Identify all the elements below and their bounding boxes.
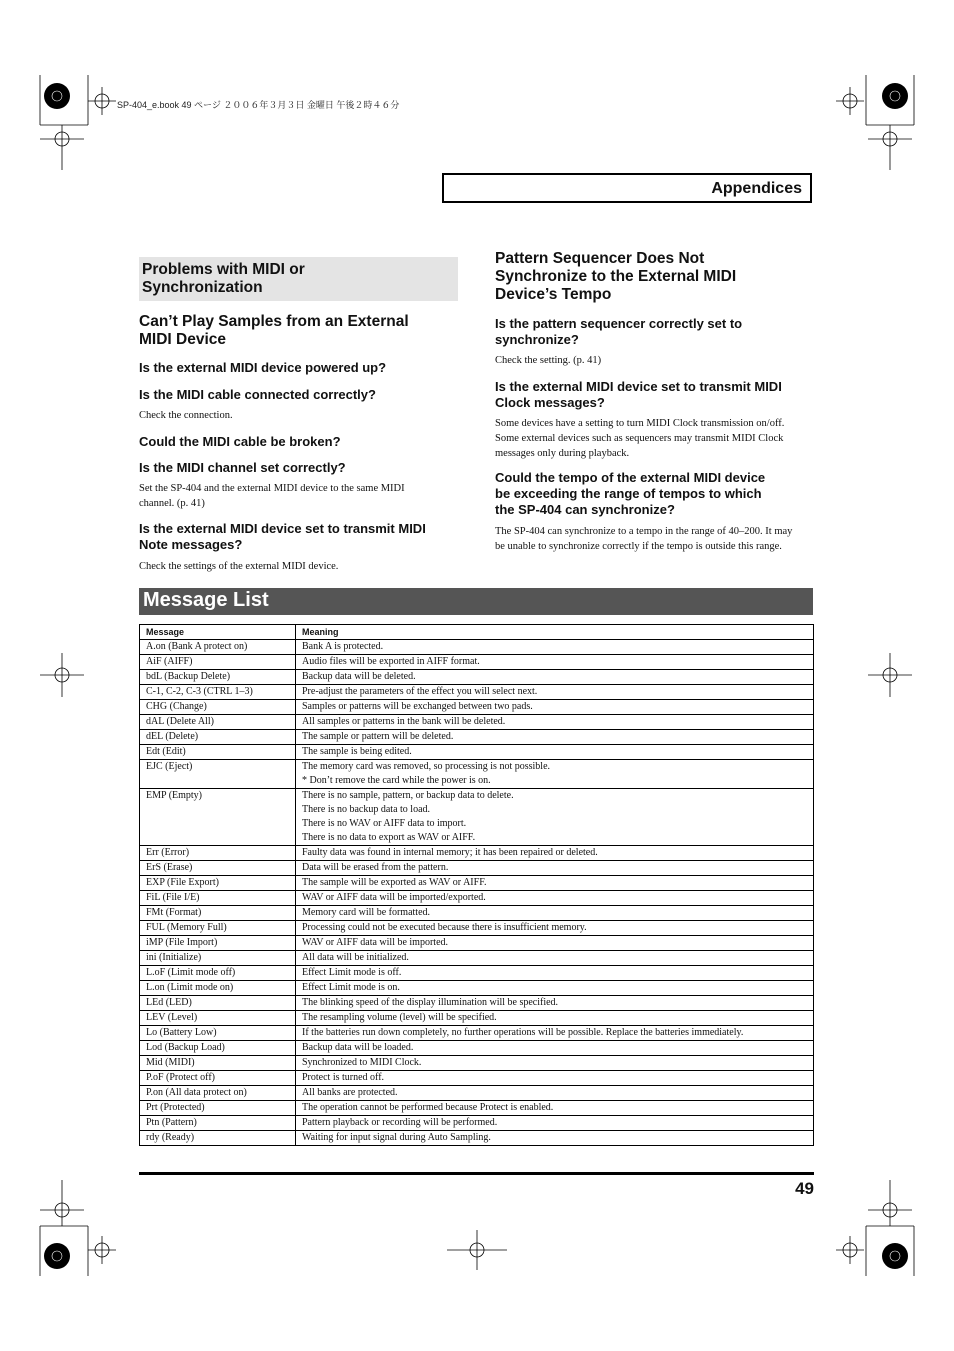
message-cell: LEd (LED) xyxy=(140,996,296,1011)
meaning-cell: Pre-adjust the parameters of the effect you will select next. xyxy=(296,685,814,700)
table-row xyxy=(140,936,814,951)
meaning-cell: All data will be initialized. xyxy=(296,951,814,966)
meaning-cell: Protect is turned off. xyxy=(296,1071,814,1086)
section-heading-line2: Synchronization xyxy=(142,279,263,296)
meaning-cell: WAV or AIFF data will be imported/exported. xyxy=(296,891,814,906)
message-cell: FMt (Format) xyxy=(140,906,296,921)
table-row xyxy=(140,700,814,715)
question-heading: Is the external MIDI device powered up? xyxy=(139,360,387,375)
column-header-message: Message xyxy=(140,625,296,640)
question-line: Is the external MIDI device set to transmit MIDI xyxy=(495,379,782,394)
table-row xyxy=(140,670,814,685)
meaning-cell: Memory card will be formatted. xyxy=(296,906,814,921)
message-cell: ini (Initialize) xyxy=(140,951,296,966)
table-row xyxy=(140,966,814,981)
message-cell: EMP (Empty) xyxy=(140,789,296,846)
message-table-body xyxy=(140,640,814,1146)
message-cell: bdL (Backup Delete) xyxy=(140,670,296,685)
question-line: Is the pattern sequencer correctly set to xyxy=(495,316,743,331)
answer-text xyxy=(495,416,784,461)
message-cell: Lo (Battery Low) xyxy=(140,1026,296,1041)
table-row xyxy=(140,1056,814,1071)
question-heading: Could the MIDI cable be broken? xyxy=(139,434,341,449)
question-line: Is the external MIDI device set to transmit MIDI xyxy=(139,521,426,536)
answer-line: messages only during playback. xyxy=(495,448,630,459)
message-cell: Ptn (Pattern) xyxy=(140,1116,296,1131)
meaning-cell: The sample will be exported as WAV or AIFF. xyxy=(296,876,814,891)
subsection-heading xyxy=(139,313,409,349)
table-row xyxy=(140,921,814,936)
message-cell: Err (Error) xyxy=(140,846,296,861)
message-cell: P.oF (Protect off) xyxy=(140,1071,296,1086)
message-table xyxy=(139,624,814,1146)
meaning-cell: Waiting for input signal during Auto Sampling. xyxy=(296,1131,814,1146)
message-cell: LEV (Level) xyxy=(140,1011,296,1026)
table-row xyxy=(140,846,814,861)
meaning-cell: WAV or AIFF data will be imported. xyxy=(296,936,814,951)
table-row xyxy=(140,861,814,876)
message-cell: rdy (Ready) xyxy=(140,1131,296,1146)
question-heading: Is the MIDI cable connected correctly? xyxy=(139,387,376,402)
table-row xyxy=(140,730,814,745)
table-row xyxy=(140,1041,814,1056)
table-header-row xyxy=(140,625,814,640)
message-cell: A.on (Bank A protect on) xyxy=(140,640,296,655)
answer-line: be unable to synchronize correctly if the tempo is outside this range. xyxy=(495,541,782,552)
page-number: 49 xyxy=(795,1179,814,1198)
meaning-cell: Effect Limit mode is off. xyxy=(296,966,814,981)
table-row xyxy=(140,876,814,891)
answer-line: channel. (p. 41) xyxy=(139,498,205,509)
question-line: Clock messages? xyxy=(495,395,605,410)
answer-text: Check the connection. xyxy=(139,410,233,421)
meaning-cell: All banks are protected. xyxy=(296,1086,814,1101)
answer-line: The SP-404 can synchronize to a tempo in the range of 40–200. It may xyxy=(495,526,793,537)
meaning-cell: There is no backup data to load. xyxy=(296,803,814,817)
message-cell: dEL (Delete) xyxy=(140,730,296,745)
meaning-cell: Processing could not be executed because there is insufficient memory. xyxy=(296,921,814,936)
meaning-cell: Data will be erased from the pattern. xyxy=(296,861,814,876)
table-row xyxy=(140,655,814,670)
meaning-cell: All samples or patterns in the bank will be deleted. xyxy=(296,715,814,730)
section-label: Appendices xyxy=(711,180,802,197)
meaning-cell: Effect Limit mode is on. xyxy=(296,981,814,996)
answer-line: Set the SP-404 and the external MIDI device to the same MIDI xyxy=(139,483,405,494)
message-cell: FiL (File I/E) xyxy=(140,891,296,906)
answer-text: Check the settings of the external MIDI device. xyxy=(139,561,339,572)
table-row xyxy=(140,951,814,966)
question-heading: Is the MIDI channel set correctly? xyxy=(139,460,346,475)
meaning-cell: Backup data will be loaded. xyxy=(296,1041,814,1056)
message-cell: Edt (Edit) xyxy=(140,745,296,760)
meaning-cell: There is no WAV or AIFF data to import. xyxy=(296,817,814,831)
question-heading xyxy=(495,316,742,348)
right-heading-line: Device’s Tempo xyxy=(495,286,612,303)
meaning-cell: Samples or patterns will be exchanged between two pads. xyxy=(296,700,814,715)
footer-rule xyxy=(139,1172,814,1175)
message-cell: P.on (All data protect on) xyxy=(140,1086,296,1101)
question-line: be exceeding the range of tempos to which xyxy=(495,486,762,501)
question-heading xyxy=(495,379,782,411)
message-cell: Prt (Protected) xyxy=(140,1101,296,1116)
table-row xyxy=(140,685,814,700)
column-header-meaning: Meaning xyxy=(296,625,814,640)
table-row xyxy=(140,1116,814,1131)
print-info: SP-404_e.book 49 ページ ２００６年３月３日 金曜日 午後２時４６分 xyxy=(117,100,400,110)
meaning-cell: Backup data will be deleted. xyxy=(296,670,814,685)
right-heading-line: Pattern Sequencer Does Not xyxy=(495,250,705,267)
right-section-heading xyxy=(495,250,736,304)
question-line: the SP-404 can synchronize? xyxy=(495,502,675,517)
message-list-heading-bar xyxy=(139,588,813,615)
meaning-cell: There is no sample, pattern, or backup data to delete. xyxy=(296,789,814,804)
answer-text: Check the setting. (p. 41) xyxy=(495,355,602,366)
meaning-cell: Faulty data was found in internal memory; it has been repaired or deleted. xyxy=(296,846,814,861)
right-heading-line: Synchronize to the External MIDI xyxy=(495,268,737,285)
meaning-cell: The memory card was removed, so processing is not possible. * Don’t remove the card while the power is on. xyxy=(296,760,814,789)
message-cell: ErS (Erase) xyxy=(140,861,296,876)
table-row xyxy=(140,1026,814,1041)
table-row xyxy=(140,891,814,906)
table-row xyxy=(140,715,814,730)
subsection-heading-line1: Can’t Play Samples from an External xyxy=(139,313,409,330)
table-row xyxy=(140,1011,814,1026)
table-row xyxy=(140,1086,814,1101)
table-row xyxy=(140,745,814,760)
table-row xyxy=(140,1101,814,1116)
table-row xyxy=(140,789,814,804)
meaning-cell: The operation cannot be performed because Protect is enabled. xyxy=(296,1101,814,1116)
meaning-cell: Audio files will be exported in AIFF format. xyxy=(296,655,814,670)
message-cell: FUL (Memory Full) xyxy=(140,921,296,936)
answer-line: Some external devices such as sequencers may transmit MIDI Clock xyxy=(495,433,784,444)
meaning-cell: The sample or pattern will be deleted. xyxy=(296,730,814,745)
table-row xyxy=(140,981,814,996)
message-cell: L.on (Limit mode on) xyxy=(140,981,296,996)
subsection-heading-line2: MIDI Device xyxy=(139,331,227,348)
meaning-cell: Synchronized to MIDI Clock. xyxy=(296,1056,814,1071)
table-row xyxy=(140,1071,814,1086)
table-row xyxy=(140,640,814,655)
section-heading xyxy=(142,261,305,297)
meaning-cell: Bank A is protected. xyxy=(296,640,814,655)
message-cell: EXP (File Export) xyxy=(140,876,296,891)
message-cell: L.oF (Limit mode off) xyxy=(140,966,296,981)
meaning-cell: The blinking speed of the display illumination will be specified. xyxy=(296,996,814,1011)
message-cell: C-1, C-2, C-3 (CTRL 1–3) xyxy=(140,685,296,700)
section-heading-box xyxy=(139,257,458,301)
question-heading xyxy=(139,521,426,553)
meaning-cell: The resampling volume (level) will be specified. xyxy=(296,1011,814,1026)
section-heading-line1: Problems with MIDI or xyxy=(142,261,305,278)
message-cell: CHG (Change) xyxy=(140,700,296,715)
message-cell: iMP (File Import) xyxy=(140,936,296,951)
section-tab xyxy=(442,173,812,203)
table-row xyxy=(140,906,814,921)
answer-line: Some devices have a setting to turn MIDI Clock transmission on/off. xyxy=(495,418,785,429)
meaning-cell: Pattern playback or recording will be performed. xyxy=(296,1116,814,1131)
table-row xyxy=(140,1131,814,1146)
question-heading xyxy=(495,470,765,518)
message-cell: Mid (MIDI) xyxy=(140,1056,296,1071)
meaning-cell: The sample is being edited. xyxy=(296,745,814,760)
message-cell: dAL (Delete All) xyxy=(140,715,296,730)
table-row xyxy=(140,996,814,1011)
message-list-title: Message List xyxy=(143,589,269,611)
question-line: Note messages? xyxy=(139,537,243,552)
meaning-cell: There is no data to export as WAV or AIFF. xyxy=(296,831,814,846)
message-cell: Lod (Backup Load) xyxy=(140,1041,296,1056)
answer-text xyxy=(495,524,792,554)
question-line: synchronize? xyxy=(495,332,579,347)
meaning-cell: If the batteries run down completely, no further operations will be possible. Replace the batteries immediately. xyxy=(296,1026,814,1041)
message-cell: AiF (AIFF) xyxy=(140,655,296,670)
table-row xyxy=(140,760,814,789)
question-line: Could the tempo of the external MIDI device xyxy=(495,470,766,485)
answer-text xyxy=(139,481,405,511)
message-cell: EJC (Eject) xyxy=(140,760,296,789)
